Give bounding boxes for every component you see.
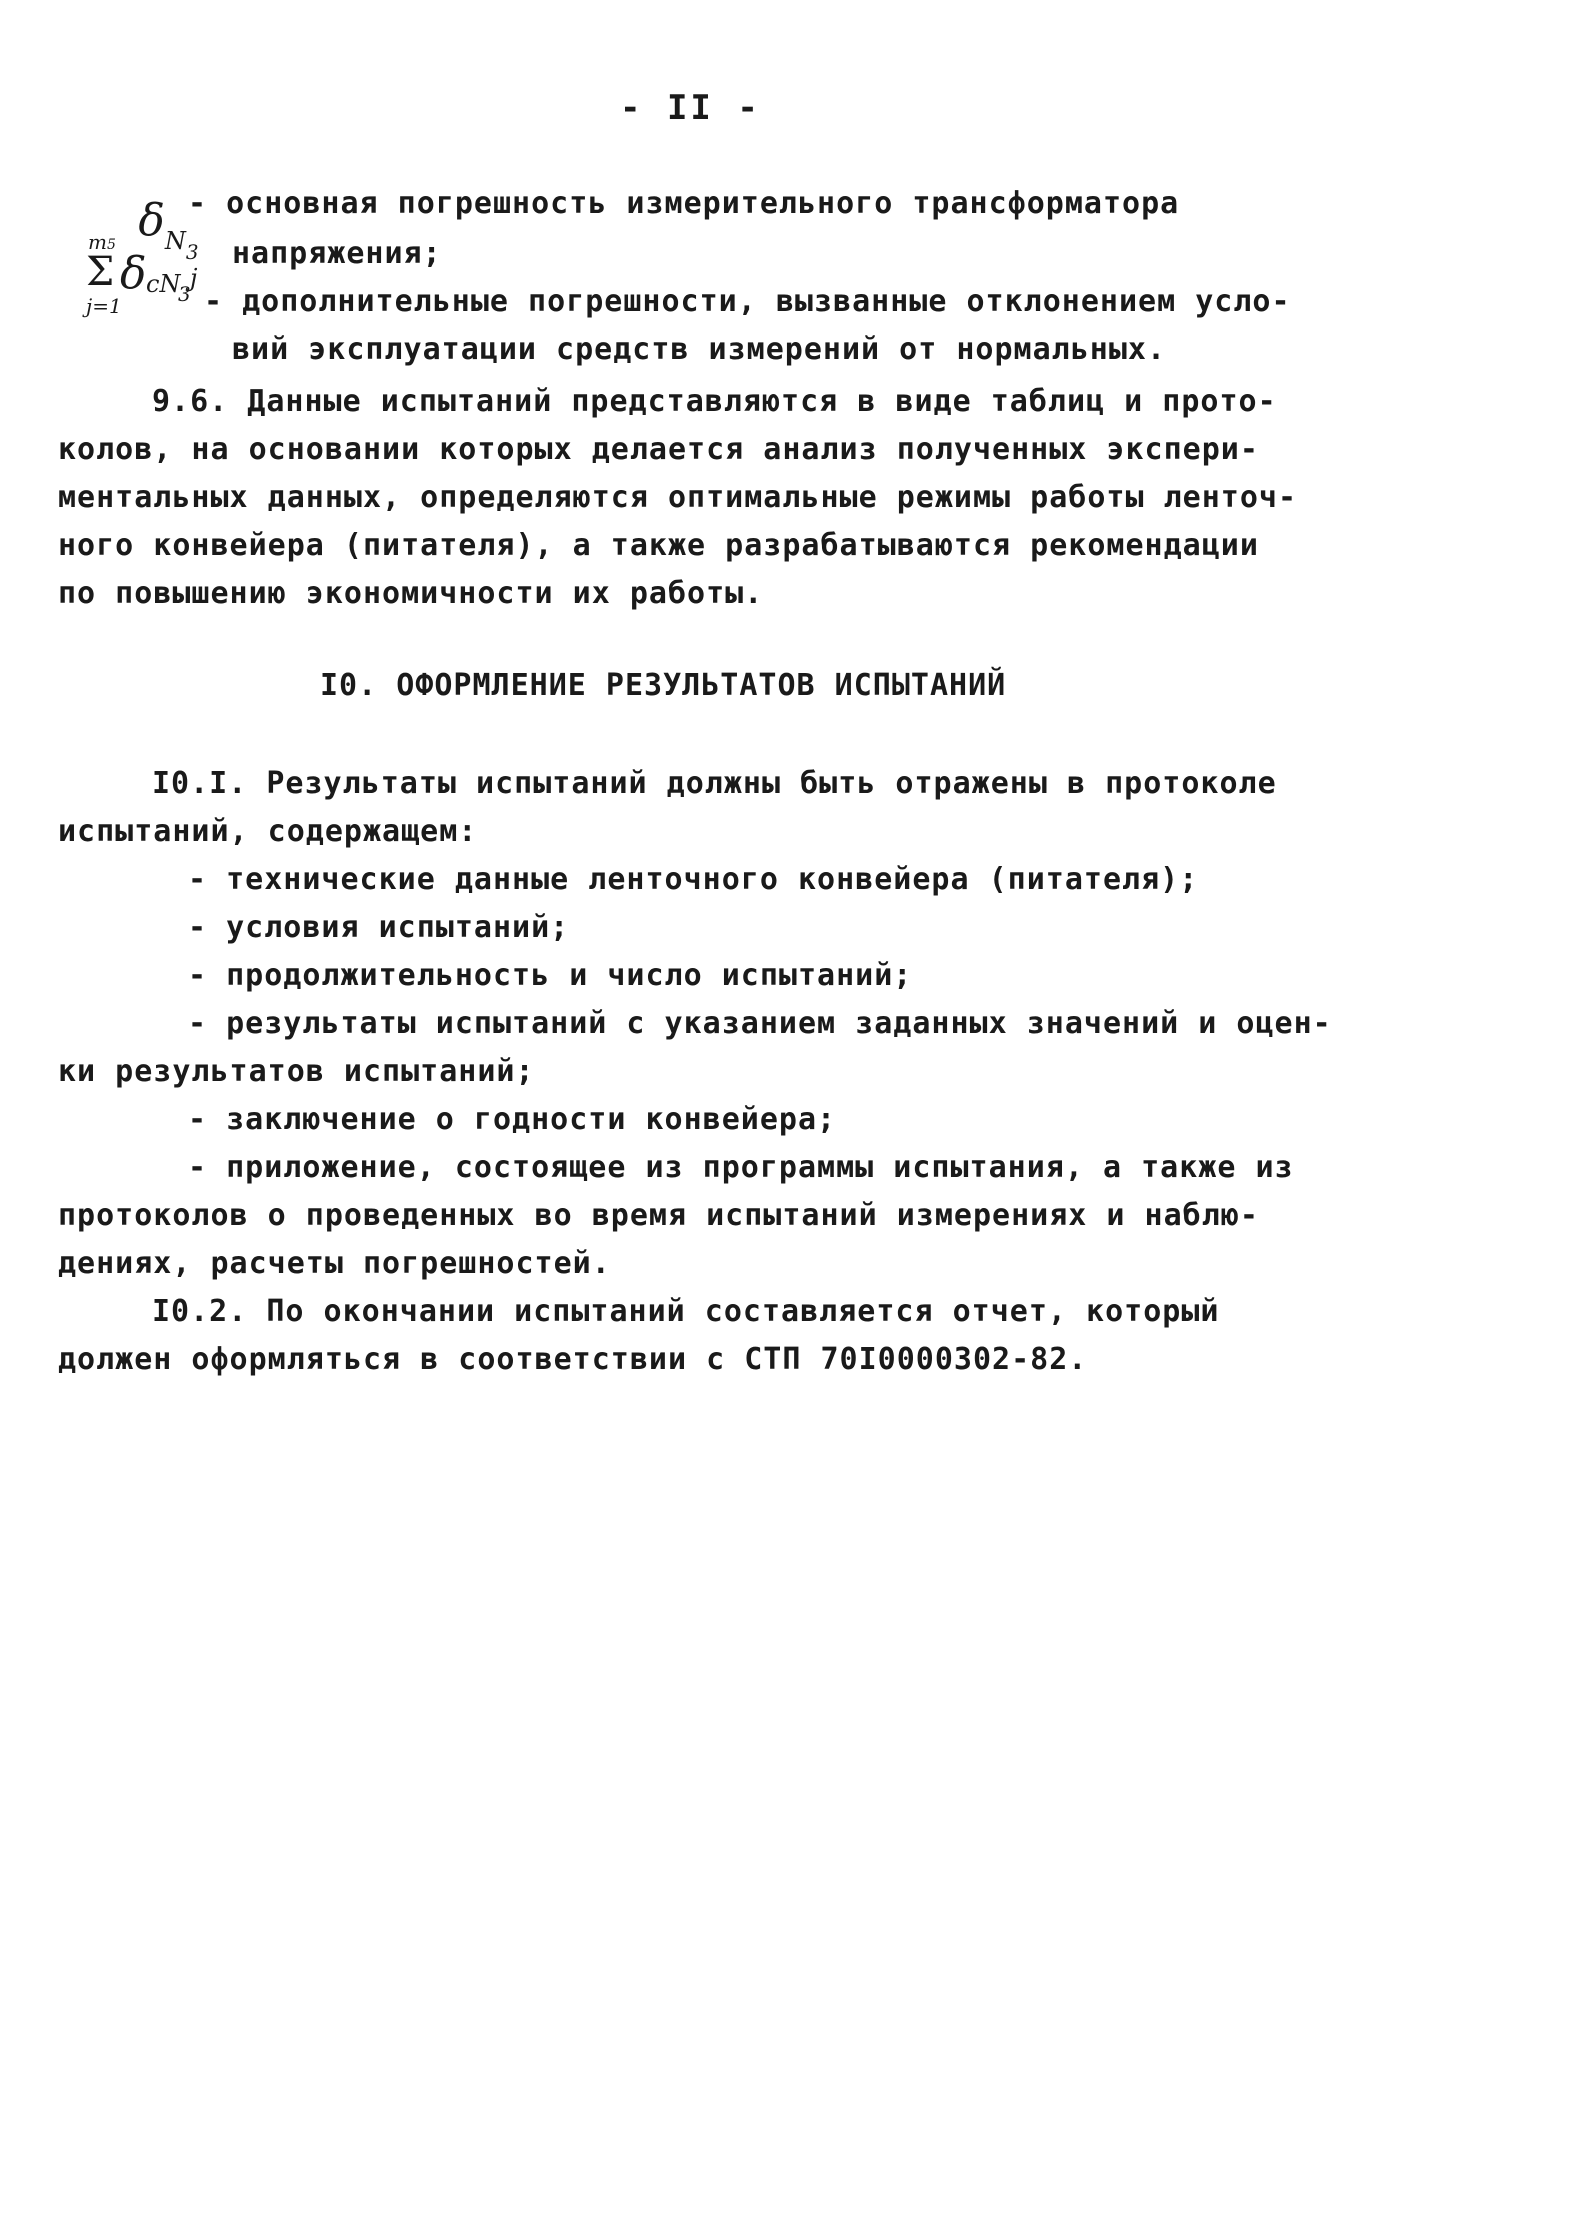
paragraph-9-6-line-3: ментальных данных, определяются оптимальные режимы работы ленточ- — [58, 480, 1297, 515]
definition-2-line-1: - дополнительные погрешности, вызванные отклонением усло- — [204, 284, 1291, 319]
formula-index: j — [190, 264, 198, 292]
paragraph-9-6-line-4: ного конвейера (питателя), а также разрабатываются рекомендации — [58, 528, 1259, 563]
formula-subscript: N — [164, 227, 186, 255]
section-10-line-12: I0.2. По окончании испытаний составляется отчет, который — [152, 1294, 1220, 1329]
paragraph-9-6-line-2: колов, на основании которых делается анализ полученных экспери- — [58, 432, 1259, 467]
paragraph-9-6-line-1: 9.6. Данные испытаний представляются в виде таблиц и прото- — [152, 384, 1277, 419]
formula-sum-upper: m5 — [88, 230, 116, 254]
section-10-line-10: протоколов о проведенных во время испытаний измерениях и наблю- — [58, 1198, 1259, 1233]
formula-sum-delta-cn3j — [84, 230, 204, 340]
formula-symbol: δ — [138, 195, 165, 246]
formula-symbol: δ — [120, 248, 147, 299]
section-10-line-8: - заключение о годности конвейера; — [188, 1102, 837, 1137]
section-10-line-3: - технические данные ленточного конвейера (питателя); — [188, 862, 1199, 897]
definition-2-line-2: вий эксплуатации средств измерений от нормальных. — [232, 332, 1167, 367]
section-10-line-11: дениях, расчеты погрешностей. — [58, 1246, 611, 1281]
definition-1-line-2: напряжения; — [232, 236, 442, 271]
formula-subscript: cN — [146, 270, 181, 298]
section-10-line-2: испытаний, содержащем: — [58, 814, 478, 849]
section-10-heading: I0. ОФОРМЛЕНИЕ РЕЗУЛЬТАТОВ ИСПЫТАНИЙ — [320, 668, 1007, 703]
formula-subsubscript: 3 — [185, 240, 199, 264]
section-10-line-6: - результаты испытаний с указанием заданных значений и оцен- — [188, 1006, 1332, 1041]
formula-sum-sign: Σ — [86, 249, 115, 295]
section-10-line-1: I0.I. Результаты испытаний должны быть отражены в протоколе — [152, 766, 1277, 801]
section-10-line-7: ки результатов испытаний; — [58, 1054, 535, 1089]
section-10-line-13: должен оформляться в соответствии с СТП 70I0000302-82. — [58, 1342, 1088, 1377]
section-10-line-4: - условия испытаний; — [188, 910, 570, 945]
formula-subsubscript: 3 — [178, 282, 191, 306]
section-10-line-9: - приложение, состоящее из программы испытания, а также из — [188, 1150, 1294, 1185]
section-10-line-5: - продолжительность и число испытаний; — [188, 958, 913, 993]
page-number: - II - — [620, 88, 761, 128]
paragraph-9-6-line-5: по повышению экономичности их работы. — [58, 576, 764, 611]
definition-1-line-1: - основная погрешность измерительного трансформатора — [188, 186, 1180, 221]
formula-sum-lower: j=1 — [86, 294, 122, 318]
